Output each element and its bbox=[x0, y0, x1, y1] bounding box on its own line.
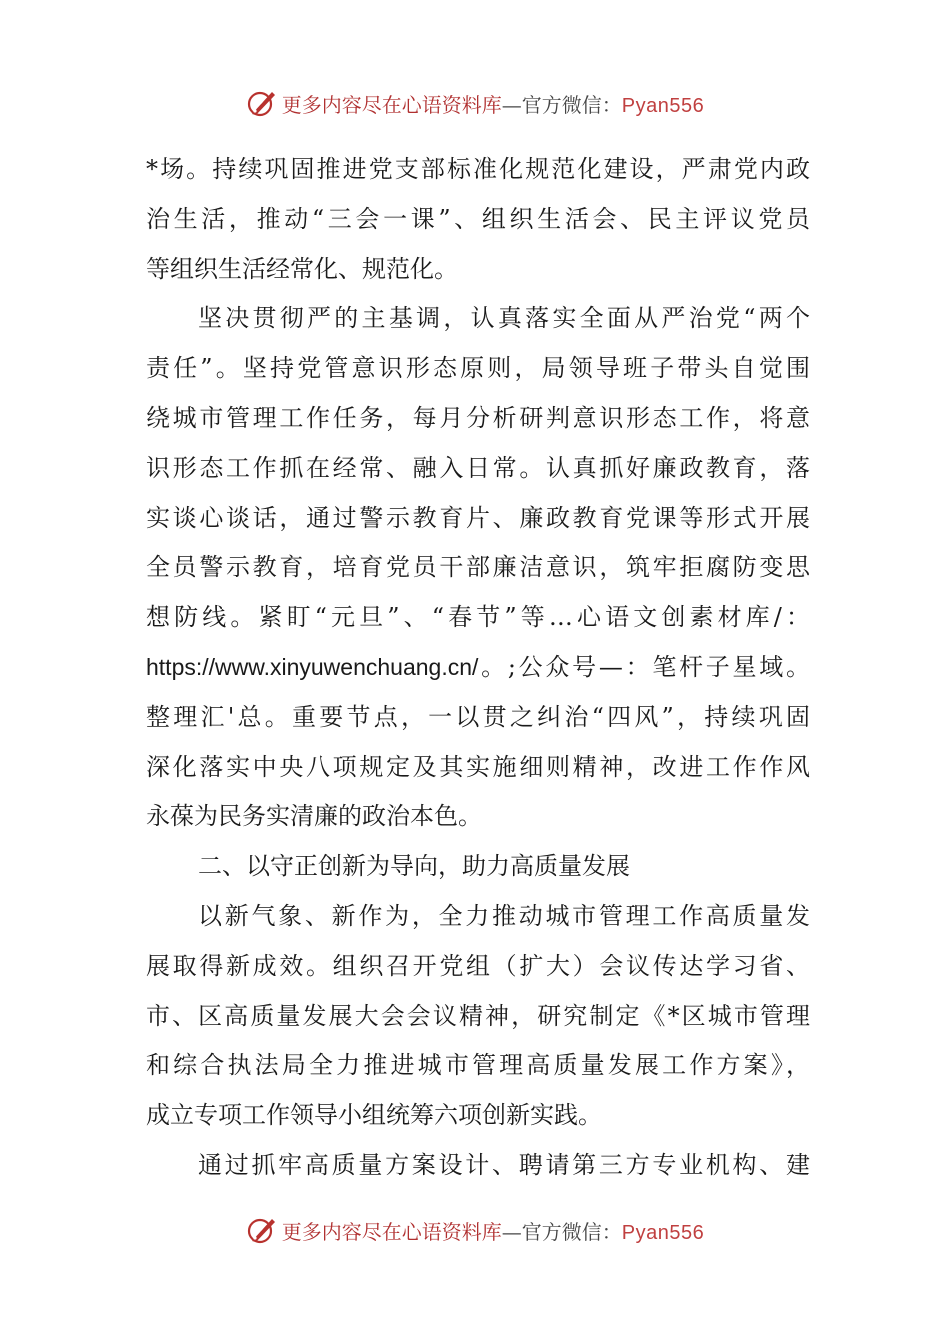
footer-watermark-banner bbox=[0, 1210, 950, 1250]
body-line-9: 全员警示教育，培育党员干部廉洁意识，筑牢拒腐防变思 bbox=[146, 553, 810, 582]
source-url-suffix: 。;公众号—：笔杆子星域。 bbox=[478, 652, 810, 681]
body-line-3: 等组织生活经常化、规范化。 bbox=[146, 254, 458, 283]
body-line-8: 实谈心谈话，通过警示教育片、廉政教育党课等形式开展 bbox=[146, 503, 810, 532]
body-line-19: 和综合执法局全力推进城市管理高质量发展工作方案》， bbox=[146, 1051, 810, 1080]
body-line-20: 成立专项工作领导小组统筹六项创新实践。 bbox=[146, 1101, 602, 1130]
source-url-link[interactable]: https://www.xinyuwenchuang.cn/ bbox=[146, 653, 479, 680]
quill-logo-icon bbox=[246, 87, 278, 119]
body-line-url bbox=[146, 643, 810, 693]
header-banner-official: 官方微信： bbox=[521, 92, 622, 117]
footer-banner-text bbox=[282, 1216, 704, 1245]
body-line-10: 想防线。紧盯“元旦”、“春节”等…心语文创素材库/： bbox=[146, 603, 810, 632]
footer-banner-official: 官方微信： bbox=[521, 1219, 622, 1244]
footer-banner-dash: — bbox=[501, 1219, 522, 1244]
body-line-14: 永葆为民务实清廉的政治本色。 bbox=[146, 802, 482, 831]
header-banner-dash: — bbox=[501, 92, 522, 117]
body-line-6: 绕城市管理工作任务，每月分析研判意识形态工作，将意 bbox=[146, 403, 810, 432]
header-watermark-banner bbox=[0, 83, 950, 123]
body-line-17: 展取得新成效。组织召开党组（扩大）会议传达学习省、 bbox=[146, 951, 810, 980]
body-line-18: 市、区高质量发展大会会议精神，研究制定《*区城市管理 bbox=[146, 1001, 810, 1030]
body-line-21: 通过抓牢高质量方案设计、聘请第三方专业机构、建 bbox=[198, 1150, 810, 1179]
header-banner-wechat-id: Pyan556 bbox=[621, 94, 705, 117]
header-banner-site: 更多内容尽在心语资料库 bbox=[281, 92, 502, 117]
body-line-12: 整理汇'总。重要节点，一以贯之纠治“四风”，持续巩固 bbox=[146, 702, 810, 731]
section-heading-2: 二、以守正创新为导向，助力高质量发展 bbox=[198, 852, 630, 881]
body-line-7: 识形态工作抓在经常、融入日常。认真抓好廉政教育，落 bbox=[146, 453, 810, 482]
body-line-2: 治生活，推动“三会一课”、组织生活会、民主评议党员 bbox=[146, 204, 810, 233]
body-line-13: 深化落实中央八项规定及其实施细则精神，改进工作作风 bbox=[146, 752, 810, 781]
body-line-16: 以新气象、新作为，全力推动城市管理工作高质量发 bbox=[198, 901, 810, 930]
document-body bbox=[146, 145, 810, 1191]
footer-banner-site: 更多内容尽在心语资料库 bbox=[281, 1219, 502, 1244]
body-line-1: *场。持续巩固推进党支部标准化规范化建设，严肃党内政 bbox=[146, 155, 810, 183]
quill-logo-icon bbox=[246, 1214, 278, 1246]
header-banner-text bbox=[282, 89, 704, 118]
footer-banner-wechat-id: Pyan556 bbox=[621, 1221, 705, 1244]
body-line-4: 坚决贯彻严的主基调，认真落实全面从严治党“两个 bbox=[198, 304, 810, 333]
body-line-5: 责任”。坚持党管意识形态原则，局领导班子带头自觉围 bbox=[146, 354, 810, 383]
